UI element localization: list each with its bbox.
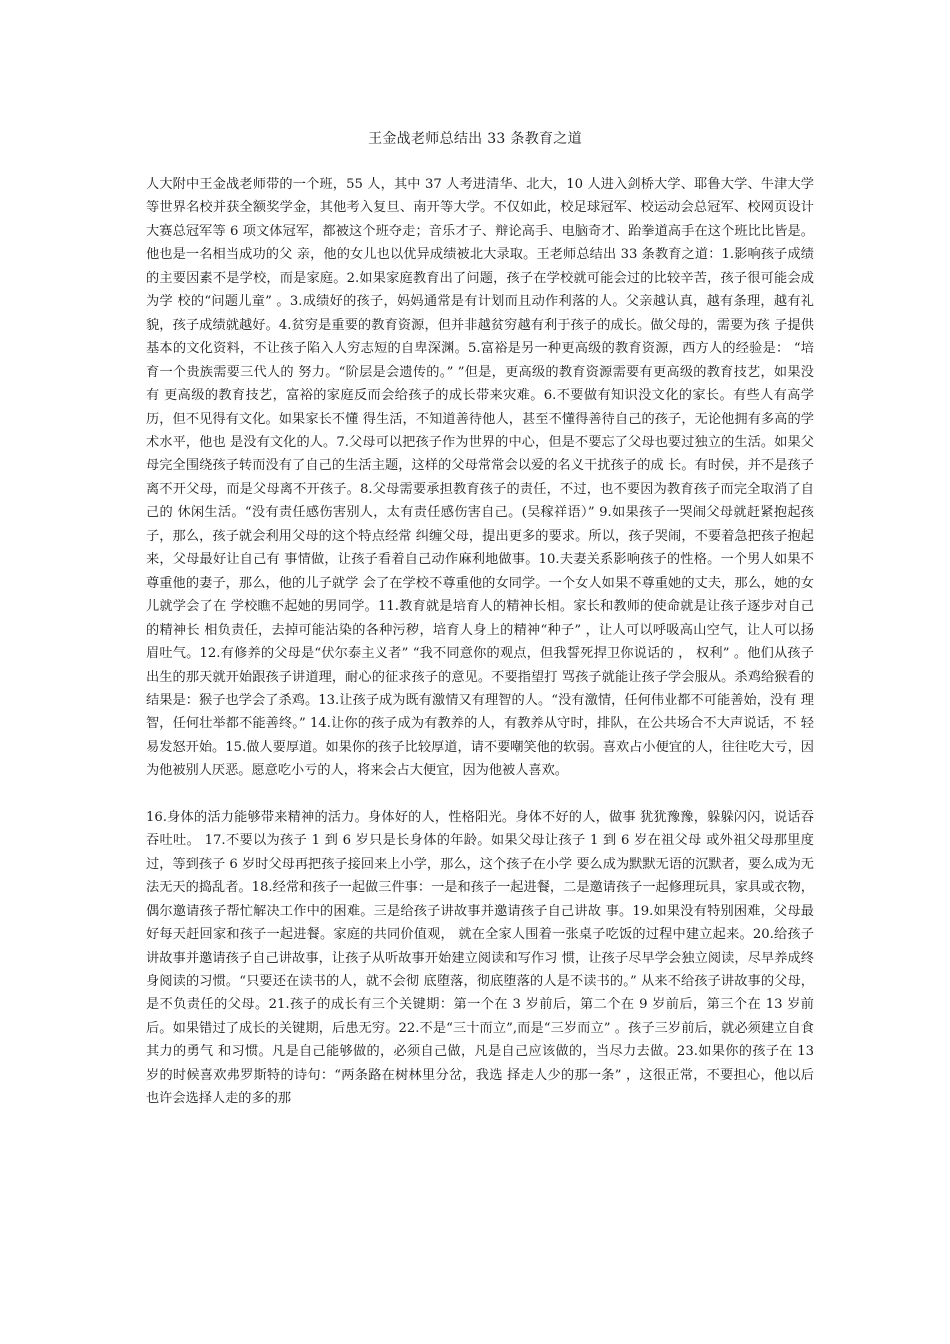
document-body <box>146 173 814 1111</box>
document-title: 王金战老师总结出 33 条教育之道 <box>368 131 582 147</box>
paragraph-1: 人大附中王金战老师带的一个班，55 人，其中 37 人考进清华、北大，10 人进入剑桥大学、耶鲁大学、牛津大学等世界名校并获全额奖学金，其他考入复旦、南开等大学。不仅如此，校足球冠军、校运动会总冠军、校网页设计大赛总冠军等 6 项文体冠军，都被这个班夺走；音乐才子、辩论高手、电脑奇才、跆拳道高手在这个班比比皆是。他也是一名相当成功的父 亲，他的女儿也以优异成绩被北大录取。王老师总结出 33 条教育之道：1.影响孩子成绩的主要因素不是学校，而是家庭。2.如果家庭教育出了问题，孩子在学校就可能会过的比较辛苦，孩子很可能会成为学 校的“问题儿童” 。3.成绩好的孩子，妈妈通常是有计划而且动作利落的人。父亲越认真，越有条理，越有礼貌，孩子成绩就越好。4.贫穷是重要的教育资源，但并非越贫穷越有利于孩子的成长。做父母的，需要为孩 子提供基本的文化资料，不让孩子陷入人穷志短的自卑深渊。5.富裕是另一种更高级的教育资源，西方人的经验是： “培育一个贵族需要三代人的 努力。“阶层是会遗传的。” ”但是，更高级的教育资源需要有更高级的教育技艺，如果没有 更高级的教育技艺，富裕的家庭反而会给孩子的成长带来灾难。6.不要做有知识没文化的家长。有些人有高学历，但不见得有文化。如果家长不懂 得生活，不知道善待他人，甚至不懂得善待自己的孩子，无论他拥有多高的学术水平，他也 是没有文化的人。7.父母可以把孩子作为世界的中心，但是不要忘了父母也要过独立的生活。如果父 母完全围绕孩子转而没有了自己的生活主题，这样的父母常常会以爱的名义干扰孩子的成 长。有时侯，并不是孩子离不开父母，而是父母离不开孩子。8.父母需要承担教育孩子的责任，不过，也不要因为教育孩子而完全取消了自己的 休闲生活。“没有责任感伤害别人，太有责任感伤害自己。(吴稼祥语）” 9.如果孩子一哭闹父母就赶紧抱起孩子，那么，孩子就会利用父母的这个特点经常 纠缠父母，提出更多的要求。所以，孩子哭闹，不要着急把孩子抱起来，父母最好让自己有 事情做，让孩子看着自己动作麻利地做事。10.夫妻关系影响孩子的性格。一个男人如果不尊重他的妻子，那么，他的儿子就学 会了在学校不尊重他的女同学。一个女人如果不尊重她的丈夫，那么，她的女儿就学会了在 学校瞧不起她的男同学。11.教育就是培育人的精神长相。家长和教师的使命就是让孩子逐步对自己的精神长 相负责任，去掉可能沾染的各种污秽，培育人身上的精神“种子” ，让人可以呼吸高山空气，让人可以扬眉吐气。12.有修养的父母是“伏尔泰主义者” “我不同意你的观点，但我誓死捍卫你说话的 ， 权利” 。他们从孩子出生的那天就开始跟孩子讲道理，耐心的征求孩子的意见。不要指望打 骂孩子就能让孩子学会服从。杀鸡给猴看的结果是：猴子也学会了杀鸡。13.让孩子成为既有激情又有理智的人。“没有激情，任何伟业都不可能善始，没有 理智，任何壮举都不能善终。” 14.让你的孩子成为有教养的人，有教养从守时，排队，在公共场合不大声说话，不 轻易发怒开始。15.做人要厚道。如果你的孩子比较厚道，请不要嘲笑他的软弱。喜欢占小便宜的人，往往吃大亏，因为他被别人厌恶。愿意吃小亏的人，将来会占大便宜，因为他被人喜欢。 <box>146 177 814 779</box>
paragraph-2: 16.身体的活力能够带来精神的活力。身体好的人，性格阳光。身体不好的人，做事 犹犹豫豫，躲躲闪闪，说话吞吞吐吐。 17.不要以为孩子 1 到 6 岁只是长身体的年龄。如果父母让孩子 1 到 6 岁在祖父母 或外祖父母那里度过，等到孩子 6 岁时父母再把孩子接回来上小学，那么，这个孩子在小学 要么成为默默无语的沉默者，要么成为无法无天的捣乱者。18.经常和孩子一起做三件事：一是和孩子一起进餐，二是邀请孩子一起修理玩具，家具或衣物，偶尔邀请孩子帮忙解决工作中的困难。三是给孩子讲故事并邀请孩子自己讲故 事。19.如果没有特别困难，父母最好每天赶回家和孩子一起进餐。家庭的共同价值观， 就在全家人围着一张桌子吃饭的过程中建立起来。20.给孩子讲故事并邀请孩子自己讲故事，让孩子从听故事开始建立阅读和写作习 惯，让孩子尽早学会独立阅读，尽早养成终身阅读的习惯。“只要还在读书的人，就不会彻 底堕落，彻底堕落的人是不读书的。” 从来不给孩子讲故事的父母，是不负责任的父母。21.孩子的成长有三个关键期：第一个在 3 岁前后，第二个在 9 岁前后，第三个在 13 岁前后。如果错过了成长的关键期，后患无穷。22.不是“三十而立”,而是“三岁而立” 。孩子三岁前后，就必须建立自食其力的勇气 和习惯。凡是自己能够做的，必须自己做，凡是自己应该做的，当尽力去做。23.如果你的孩子在 13 岁的时候喜欢弗罗斯特的诗句：“两条路在树林里分岔，我选 择走人少的那一条” ，这很正常，不要担心，他以后也许会选择人走的多的那 <box>146 809 814 1107</box>
